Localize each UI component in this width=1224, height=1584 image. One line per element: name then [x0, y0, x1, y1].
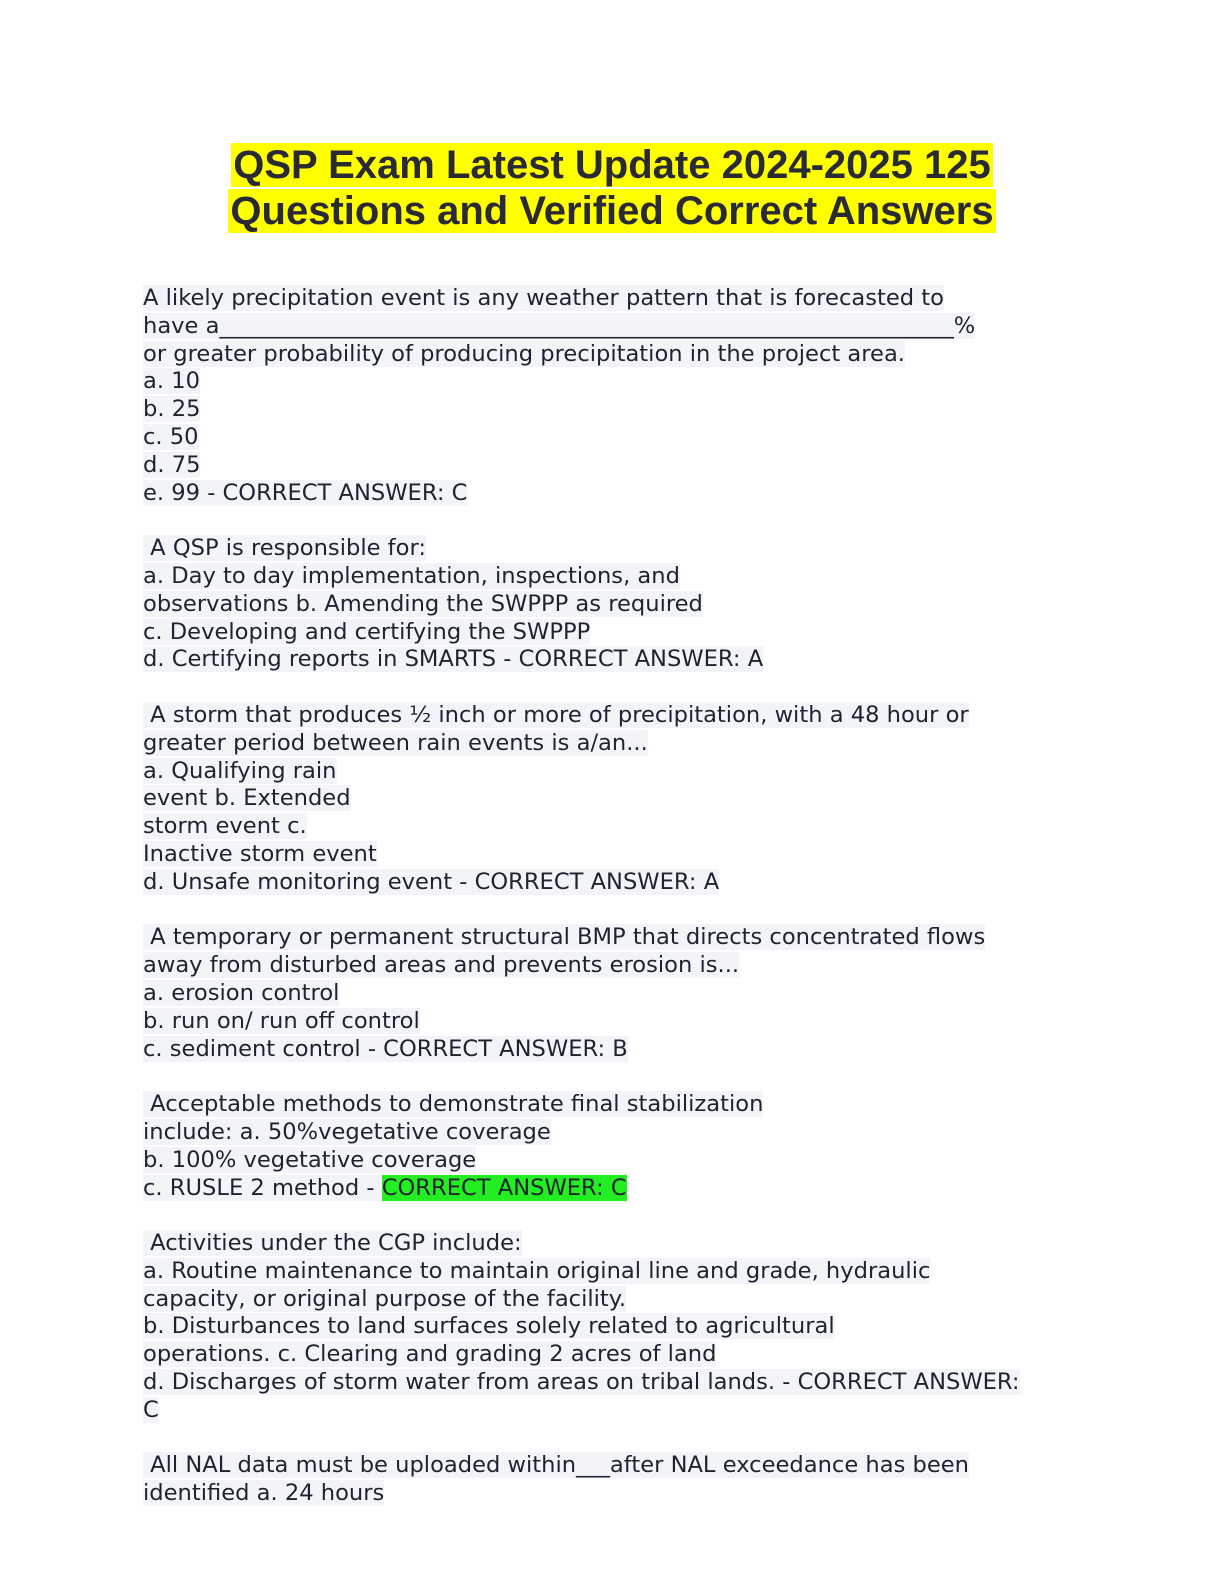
option-line: capacity, or original purpose of the facility. [143, 1285, 627, 1312]
option-line: b. run on/ run off control [143, 1007, 420, 1034]
option-line: include: a. 50%vegetative coverage [143, 1118, 551, 1145]
question-block [143, 1230, 1083, 1425]
question-block [143, 924, 1083, 1063]
answer-line: c. RUSLE 2 method - CORRECT ANSWER: C [143, 1174, 627, 1201]
option-line: b. 25 [143, 396, 201, 423]
option-line: c. 50 [143, 423, 199, 450]
option-line: b. Disturbances to land surfaces solely related to agricultural [143, 1313, 835, 1340]
option-line: storm event c. [143, 813, 307, 840]
answer-line: c. sediment control - CORRECT ANSWER: B [143, 1035, 628, 1062]
option-line: observations b. Amending the SWPPP as required [143, 590, 703, 617]
option-line: event b. Extended [143, 785, 351, 812]
option-line: Inactive storm event [143, 840, 377, 867]
option-line: operations. c. Clearing and grading 2 acres of land [143, 1341, 717, 1368]
title-line-1: QSP Exam Latest Update 2024-2025 125 [233, 143, 991, 187]
question-line: A temporary or permanent structural BMP that directs concentrated flows [143, 924, 986, 951]
question-line: Activities under the CGP include: [143, 1230, 522, 1257]
question-line: away from disturbed areas and prevents erosion is... [143, 952, 740, 979]
question-block [143, 1091, 1083, 1202]
answer-line: d. Certifying reports in SMARTS - CORRECT ANSWER: A [143, 646, 764, 673]
option-line: a. Qualifying rain [143, 757, 337, 784]
title-line-2: Questions and Verified Correct Answers [230, 189, 994, 233]
question-block [143, 285, 1083, 507]
question-line: or greater probability of producing precipitation in the project area. [143, 340, 905, 367]
option-line: d. 75 [143, 451, 201, 478]
option-line: a. erosion control [143, 979, 340, 1006]
question-line: have a_________________________________________________________________% [143, 312, 976, 339]
question-list [143, 285, 1083, 1536]
option-line: d. Discharges of storm water from areas on tribal lands. - CORRECT ANSWER: [143, 1369, 1020, 1396]
option-line: a. 10 [143, 368, 200, 395]
question-line: greater period between rain events is a/an... [143, 729, 648, 756]
question-line: Acceptable methods to demonstrate final stabilization [143, 1091, 764, 1118]
answer-line: e. 99 - CORRECT ANSWER: C [143, 479, 468, 506]
question-line: All NAL data must be uploaded within___after NAL exceedance has been [143, 1452, 969, 1479]
question-block [143, 1452, 1083, 1508]
document-title [0, 142, 1224, 234]
question-block [143, 535, 1083, 674]
option-line: b. 100% vegetative coverage [143, 1146, 477, 1173]
question-line: A likely precipitation event is any weather pattern that is forecasted to [143, 285, 944, 311]
question-line: A QSP is responsible for: [143, 535, 426, 562]
option-line: a. Routine maintenance to maintain original line and grade, hydraulic [143, 1257, 931, 1284]
option-line: c. Developing and certifying the SWPPP [143, 618, 591, 645]
correct-answer-highlight: CORRECT ANSWER: C [381, 1174, 627, 1201]
question-block [143, 702, 1083, 897]
option-line: identified a. 24 hours [143, 1480, 385, 1507]
answer-line: d. Unsafe monitoring event - CORRECT ANSWER: A [143, 868, 720, 895]
option-line: a. Day to day implementation, inspections, and [143, 562, 680, 589]
answer-line: C [143, 1396, 159, 1423]
question-line: A storm that produces ½ inch or more of precipitation, with a 48 hour or [143, 701, 969, 728]
